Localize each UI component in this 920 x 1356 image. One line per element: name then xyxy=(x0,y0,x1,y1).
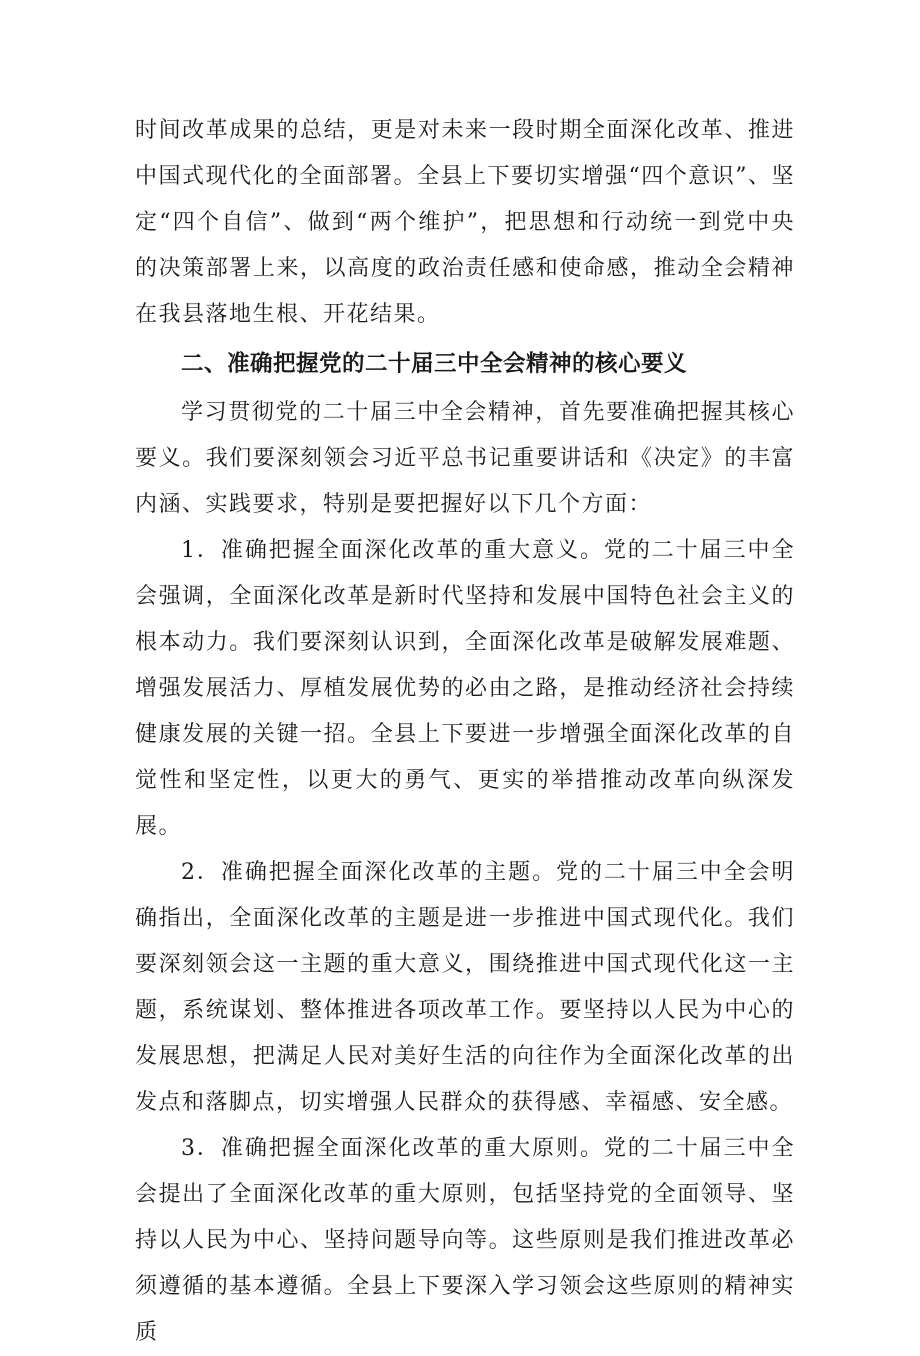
paragraph-intro: 学习贯彻党的二十届三中全会精神，首先要准确把握其核心要义。我们要深刻领会习近平总书记重要讲话和《决定》的丰富内涵、实践要求，特别是要把握好以下几个方面： xyxy=(135,400,795,517)
document-body xyxy=(135,108,795,1356)
paragraph-point-2: 2．准确把握全面深化改革的主题。党的二十届三中全会明确指出，全面深化改革的主题是进一步推进中国式现代化。我们要深刻领会这一主题的重大意义，围绕推进中国式现代化这一主题，系统谋划、整体推进各项改革工作。要坚持以人民为中心的发展思想，把满足人民对美好生活的向往作为全面深化改革的出发点和落脚点，切实增强人民群众的获得感、幸福感、安全感。 xyxy=(135,860,795,1115)
section-heading: 二、准确把握党的二十届三中全会精神的核心要义 xyxy=(181,351,688,377)
paragraph-continuation: 时间改革成果的总结，更是对未来一段时期全面深化改革、推进中国式现代化的全面部署。全县上下要切实增强“四个意识”、坚定“四个自信”、做到“两个维护”，把思想和行动统一到党中央的决策部署上来，以高度的政治责任感和使命感，推动全会精神在我县落地生根、开花结果。 xyxy=(135,118,795,327)
paragraph-point-3: 3．准确把握全面深化改革的重大原则。党的二十届三中全会提出了全面深化改革的重大原则，包括坚持党的全面领导、坚持以人民为中心、坚持问题导向等。这些原则是我们推进改革必须遵循的基本遵循。全县上下要深入学习领会这些原则的精神实质 xyxy=(135,1136,795,1345)
paragraph-point-1: 1．准确把握全面深化改革的重大意义。党的二十届三中全会强调，全面深化改革是新时代坚持和发展中国特色社会主义的根本动力。我们要深刻认识到，全面深化改革是破解发展难题、增强发展活力、厚植发展优势的必由之路，是推动经济社会持续健康发展的关键一招。全县上下要进一步增强全面深化改革的自觉性和坚定性，以更大的勇气、更实的举措推动改革向纵深发展。 xyxy=(135,538,795,839)
